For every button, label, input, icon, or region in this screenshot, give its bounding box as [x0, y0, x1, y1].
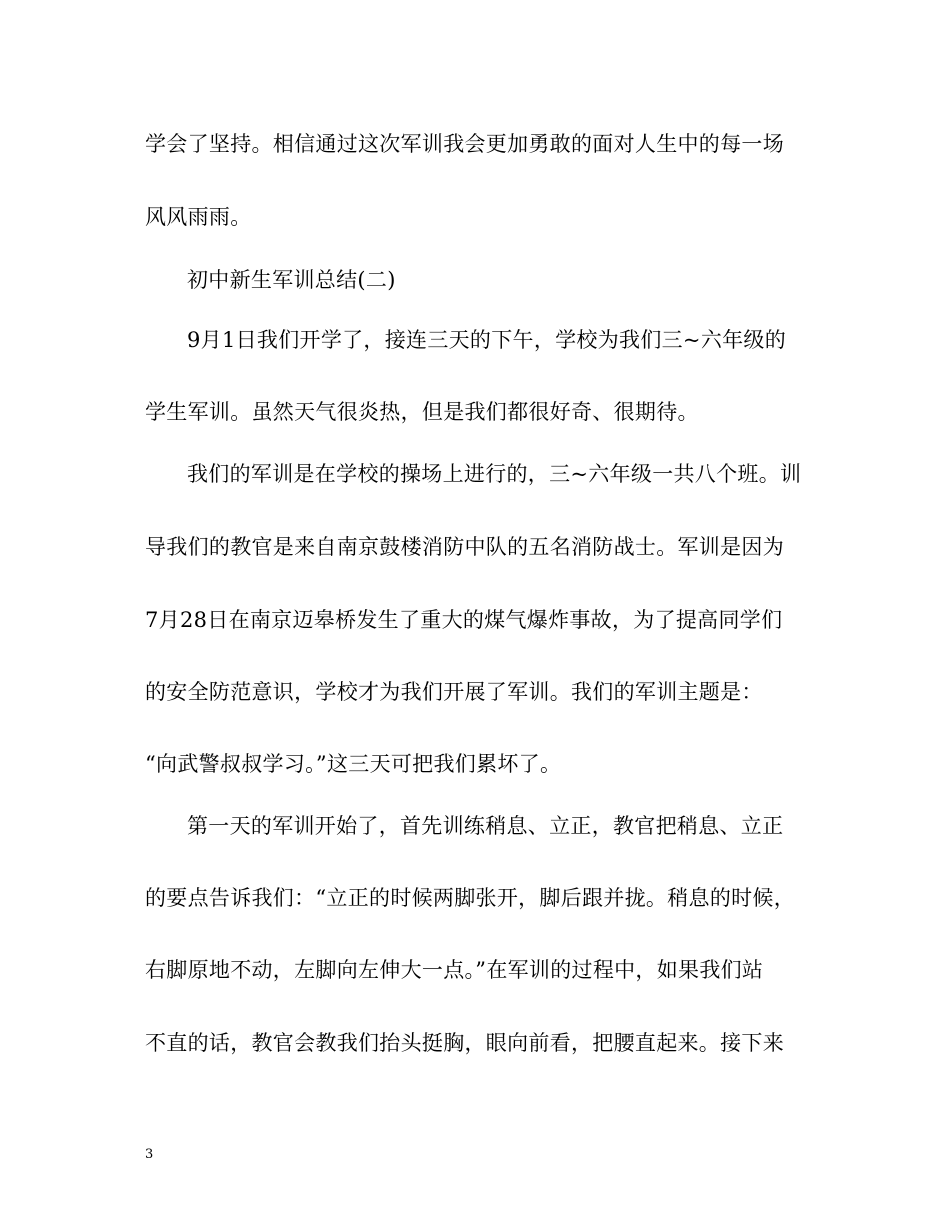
text-line: 学生军训。虽然天气很炎热，但是我们都很好奇、很期待。 — [145, 400, 699, 424]
paragraph-start: 9月1日我们开学了，接连三天的下午，学校为我们三~六年级的 — [187, 328, 787, 352]
text-line: 右脚原地不动，左脚向左伸大一点。”在军训的过程中，如果我们站 — [145, 958, 764, 982]
text-line: “向武警叔叔学习。”这三天可把我们累坏了。 — [145, 752, 562, 776]
text-line: 风风雨雨。 — [145, 205, 252, 229]
section-heading: 初中新生军训总结(二) — [187, 268, 396, 292]
text-line: 不直的话，教官会教我们抬头挺胸，眼向前看，把腰直起来。接下来 — [145, 1031, 784, 1055]
text-line: 7月28日在南京迈皋桥发生了重大的煤气爆炸事故，为了提高同学们 — [145, 608, 783, 632]
text-line: 的安全防范意识，学校才为我们开展了军训。我们的军训主题是： — [145, 680, 763, 704]
paragraph-start: 第一天的军训开始了，首先训练稍息、立正，教官把稍息、立正 — [187, 814, 784, 838]
text-line: 导我们的教官是来自南京鼓楼消防中队的五名消防战士。军训是因为 — [145, 535, 784, 559]
page-number: 3 — [145, 1147, 154, 1162]
paragraph-start: 我们的军训是在学校的操场上进行的，三~六年级一共八个班。训 — [187, 462, 802, 486]
text-line: 的要点告诉我们：“立正的时候两脚张开，脚后跟并拢。稍息的时候， — [145, 886, 796, 910]
text-line: 学会了坚持。相信通过这次军训我会更加勇敢的面对人生中的每一场 — [145, 132, 784, 156]
